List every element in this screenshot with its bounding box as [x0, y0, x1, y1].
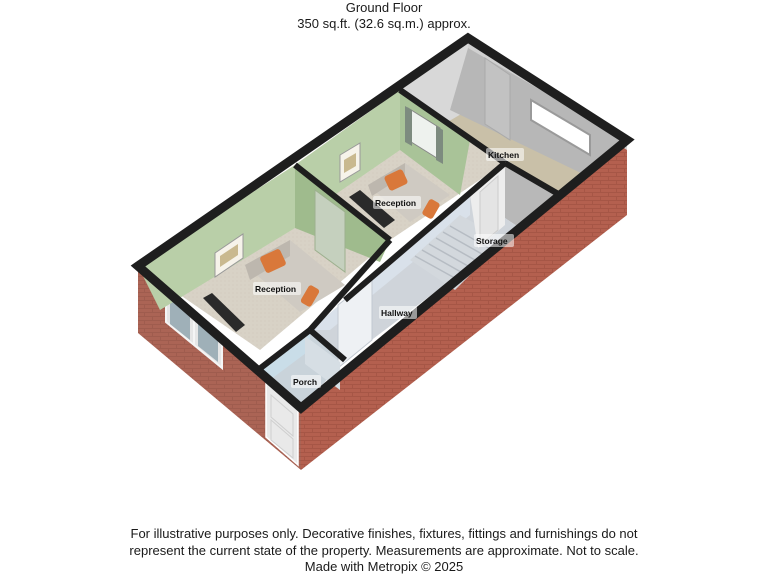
label-kitchen: Kitchen	[488, 150, 520, 160]
floor-area: 350 sq.ft. (32.6 sq.m.) approx.	[297, 16, 471, 31]
label-reception-front: Reception	[255, 284, 297, 294]
disclaimer-line-1: For illustrative purposes only. Decorative finishes, fixtures, fittings and furnishings do not	[130, 526, 638, 541]
disclaimer-line-2: represent the current state of the property. Measurements are approximate. Not to scale.	[129, 542, 639, 558]
credit-line: Made with Metropix © 2025	[304, 559, 464, 574]
label-hallway: Hallway	[381, 308, 413, 318]
label-porch: Porch	[293, 377, 318, 387]
label-reception-rear: Reception	[375, 198, 417, 208]
label-storage: Storage	[476, 236, 508, 246]
floor-title: Ground Floor	[345, 0, 423, 15]
